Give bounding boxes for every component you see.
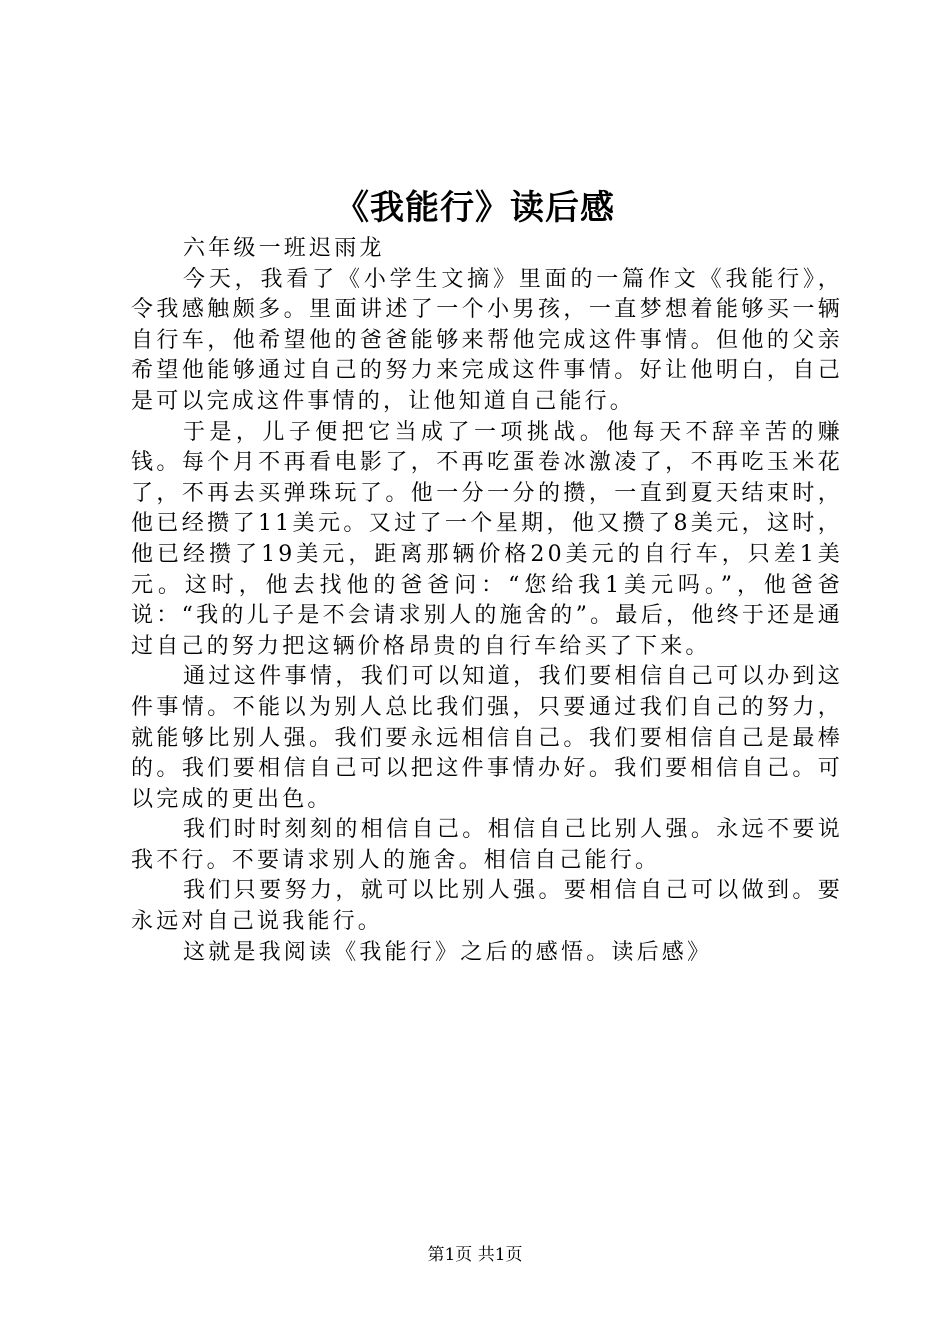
paragraph-lesson: 通过这件事情，我们可以知道，我们要相信自己可以办到这件事情。不能以为别人总比我们强，只要通过我们自己的努力，就能够比别人强。我们要永远相信自己。我们要相信自己是最棒的。我们要相信自己可以把这件事情办好。我们要相信自己。可以完成的更出色。 — [131, 664, 843, 812]
document-body — [131, 234, 843, 968]
author-line: 六年级一班迟雨龙 — [183, 236, 385, 261]
paragraph-intro: 今天，我看了《小学生文摘》里面的一篇作文《我能行》，令我感触颇多。里面讲述了一个小男孩，一直梦想着能够买一辆自行车，他希望他的爸爸能够来帮他完成这件事情。但他的父亲希望他能够通过自己的努力来完成这件事情。好让他明白，自己是可以完成这件事情的，让他知道自己能行。 — [131, 266, 843, 414]
page-footer: 第1页 共1页 — [427, 1245, 523, 1265]
paragraph-conclusion: 这就是我阅读《我能行》之后的感悟。读后感》 — [183, 939, 713, 965]
document-title: 《我能行》读后感 — [335, 188, 615, 228]
paragraph-effort: 我们只要努力，就可以比别人强。要相信自己可以做到。要永远对自己说我能行。 — [131, 878, 843, 935]
paragraph-story: 于是，儿子便把它当成了一项挑战。他每天不辞辛苦的赚钱。每个月不再看电影了，不再吃蛋卷冰激凌了，不再吃玉米花了，不再去买弹珠玩了。他一分一分的攒，一直到夏天结束时，他已经攒了11美元。又过了一个星期，他又攒了8美元，这时，他已经攒了19美元，距离那辆价格20美元的自行车，只差1美元。这时，他去找他的爸爸问：“您给我1美元吗。”，他爸爸说：“我的儿子是不会请求别人的施舍的”。最后，他终于还是通过自己的努力把这辆价格昂贵的自行车给买了下来。 — [131, 419, 843, 659]
paragraph-belief: 我们时时刻刻的相信自己。相信自己比别人强。永远不要说我不行。不要请求别人的施舍。相信自己能行。 — [131, 817, 843, 873]
